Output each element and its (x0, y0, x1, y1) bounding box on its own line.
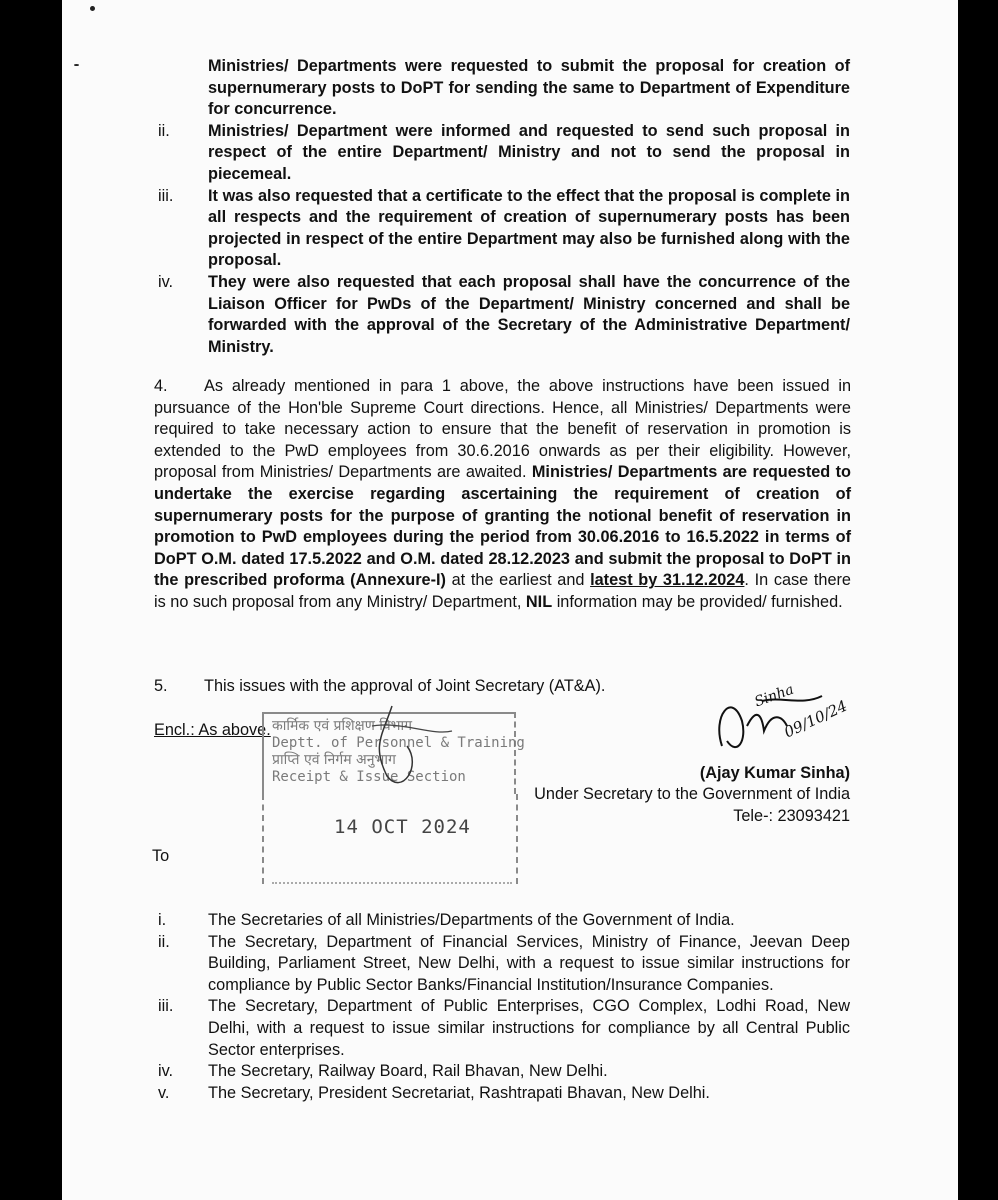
stamp-line-english-2: Receipt & Issue Section (272, 769, 466, 785)
para4-nil: NIL (525, 592, 553, 611)
para4-deadline: latest by 31.12.2024 (590, 571, 745, 590)
paragraph-4 (154, 376, 851, 614)
list-item-ii (158, 121, 850, 186)
scribble-mark (312, 686, 462, 806)
signatory-name: (Ajay Kumar Sinha) (699, 764, 850, 782)
recipient-text: The Secretary, Railway Board, Rail Bhavan, New Delhi. (208, 1062, 608, 1081)
recipient-number: iii. (158, 997, 174, 1016)
para-number: 5. (154, 677, 168, 695)
recipients-list (158, 910, 850, 1104)
stamp-line-hindi-1: कार्मिक एवं प्रशिक्षण विभाग (272, 718, 413, 734)
signature-scribble (702, 681, 852, 766)
document-page (62, 0, 958, 1200)
recipient-item (158, 932, 850, 997)
signature-date: 09/10/24 (781, 696, 851, 742)
recipient-text: The Secretaries of all Ministries/Departments of the Government of India. (208, 911, 735, 929)
list-item-text: Ministries/ Departments were requested to submit the proposal for creation of supernumerary posts to DoPT for sending the same to Department of Expenditure for concurrence. (208, 57, 850, 119)
recipient-text: The Secretary, President Secretariat, Rashtrapati Bhavan, New Delhi. (208, 1083, 710, 1102)
recipient-number: iv. (158, 1062, 174, 1081)
para4-bold-2: and submit the proposal to DoPT in the prescribed proforma (Annexure-I) (154, 549, 851, 590)
stamp-line-english-1: Deptt. of Personnel & Training (272, 735, 525, 751)
enclosure-note: Encl.: As above. (154, 721, 271, 739)
recipient-item (158, 996, 850, 1061)
recipient-number: i. (158, 911, 167, 929)
list-item-number: iii. (158, 186, 174, 205)
signatory-telephone: Tele-: 23093421 (733, 807, 850, 825)
signatory-designation: Under Secretary to the Government of India (534, 785, 850, 803)
para5-text: This issues with the approval of Joint Secretary (AT&A). (204, 677, 606, 695)
recipient-item (158, 1061, 850, 1083)
list-item-iii (158, 186, 850, 272)
recipient-text: The Secretary, Department of Financial Services, Ministry of Finance, Jeevan Deep Building, Parliament Street, New Delhi, with a request to issue similar instructions for compliance by Public Sector Banks/Financial Institution/Insurance Companies. (208, 932, 850, 994)
para4-text-3: . In case there is no such proposal from any Ministry/ Department, (154, 571, 851, 611)
scan-speck (74, 64, 79, 66)
recipient-item (158, 910, 850, 932)
list-continuation (158, 56, 850, 121)
signature-name-scribble: Sinha (752, 681, 796, 711)
stamp-line-hindi-2: प्राप्ति एवं निर्गम अनुभाग (272, 752, 396, 768)
para4-text-1: As already mentioned in para 1 above, the above instructions have been issued in pursuance of the Hon'ble Supreme Court directions. Hence, all Ministries/ Departments were required to take necessary action to ensure that the benefit of reservation in promotion is extended to the PwD employees from 30.6.2016 onwards as per their eligibility. However, proposal from Ministries/ Departments are awaited. (154, 377, 851, 482)
to-label: To (152, 847, 170, 865)
recipient-text: The Secretary, Department of Public Enterprises, CGO Complex, Lodhi Road, New Delhi, with a request to issue similar instructions for compliance by all Central Public Sector enterprises. (208, 997, 850, 1059)
recipient-number: v. (158, 1083, 170, 1102)
scan-speck (90, 6, 95, 11)
stamp-date: 14 OCT 2024 (334, 816, 471, 838)
para4-text-2: at the earliest and (451, 571, 585, 590)
para-number: 4. (154, 377, 168, 395)
recipient-item (158, 1083, 850, 1105)
recipient-number: ii. (158, 932, 170, 951)
list-item-number: iv. (158, 272, 174, 291)
top-list (158, 56, 850, 358)
list-item-text: It was also requested that a certificate to the effect that the proposal is complete in all respects and the requirement of creation of supernumerary posts has been projected in respect of the entire Department may also be furnished along with the proposal. (208, 186, 850, 270)
list-item-iv (158, 272, 850, 358)
list-item-number: ii. (158, 121, 170, 140)
list-item-text: Ministries/ Department were informed and requested to send such proposal in respect of the entire Department/ Ministry and not to send the proposal in piecemeal. (208, 121, 850, 183)
list-item-text: They were also requested that each proposal shall have the concurrence of the Liaison Officer for PwDs of the Department/ Ministry concerned and shall be forwarded with the approval of the Secretary of the Administrative Department/ Ministry. (208, 272, 850, 356)
para4-bold-1: Ministries/ Departments are requested to undertake the exercise regarding ascertaining the requirement of creation of supernumerary posts for the purpose of granting the notional benefit of reservation in promotion to PwD employees during the period from 30.06.2016 to 16.5.2022 in terms of DoPT O.M. dated 17.5.2022 and O.M. dated 28.12.2023 (154, 463, 851, 568)
para4-text-4: information may be provided/ furnished. (556, 592, 843, 611)
